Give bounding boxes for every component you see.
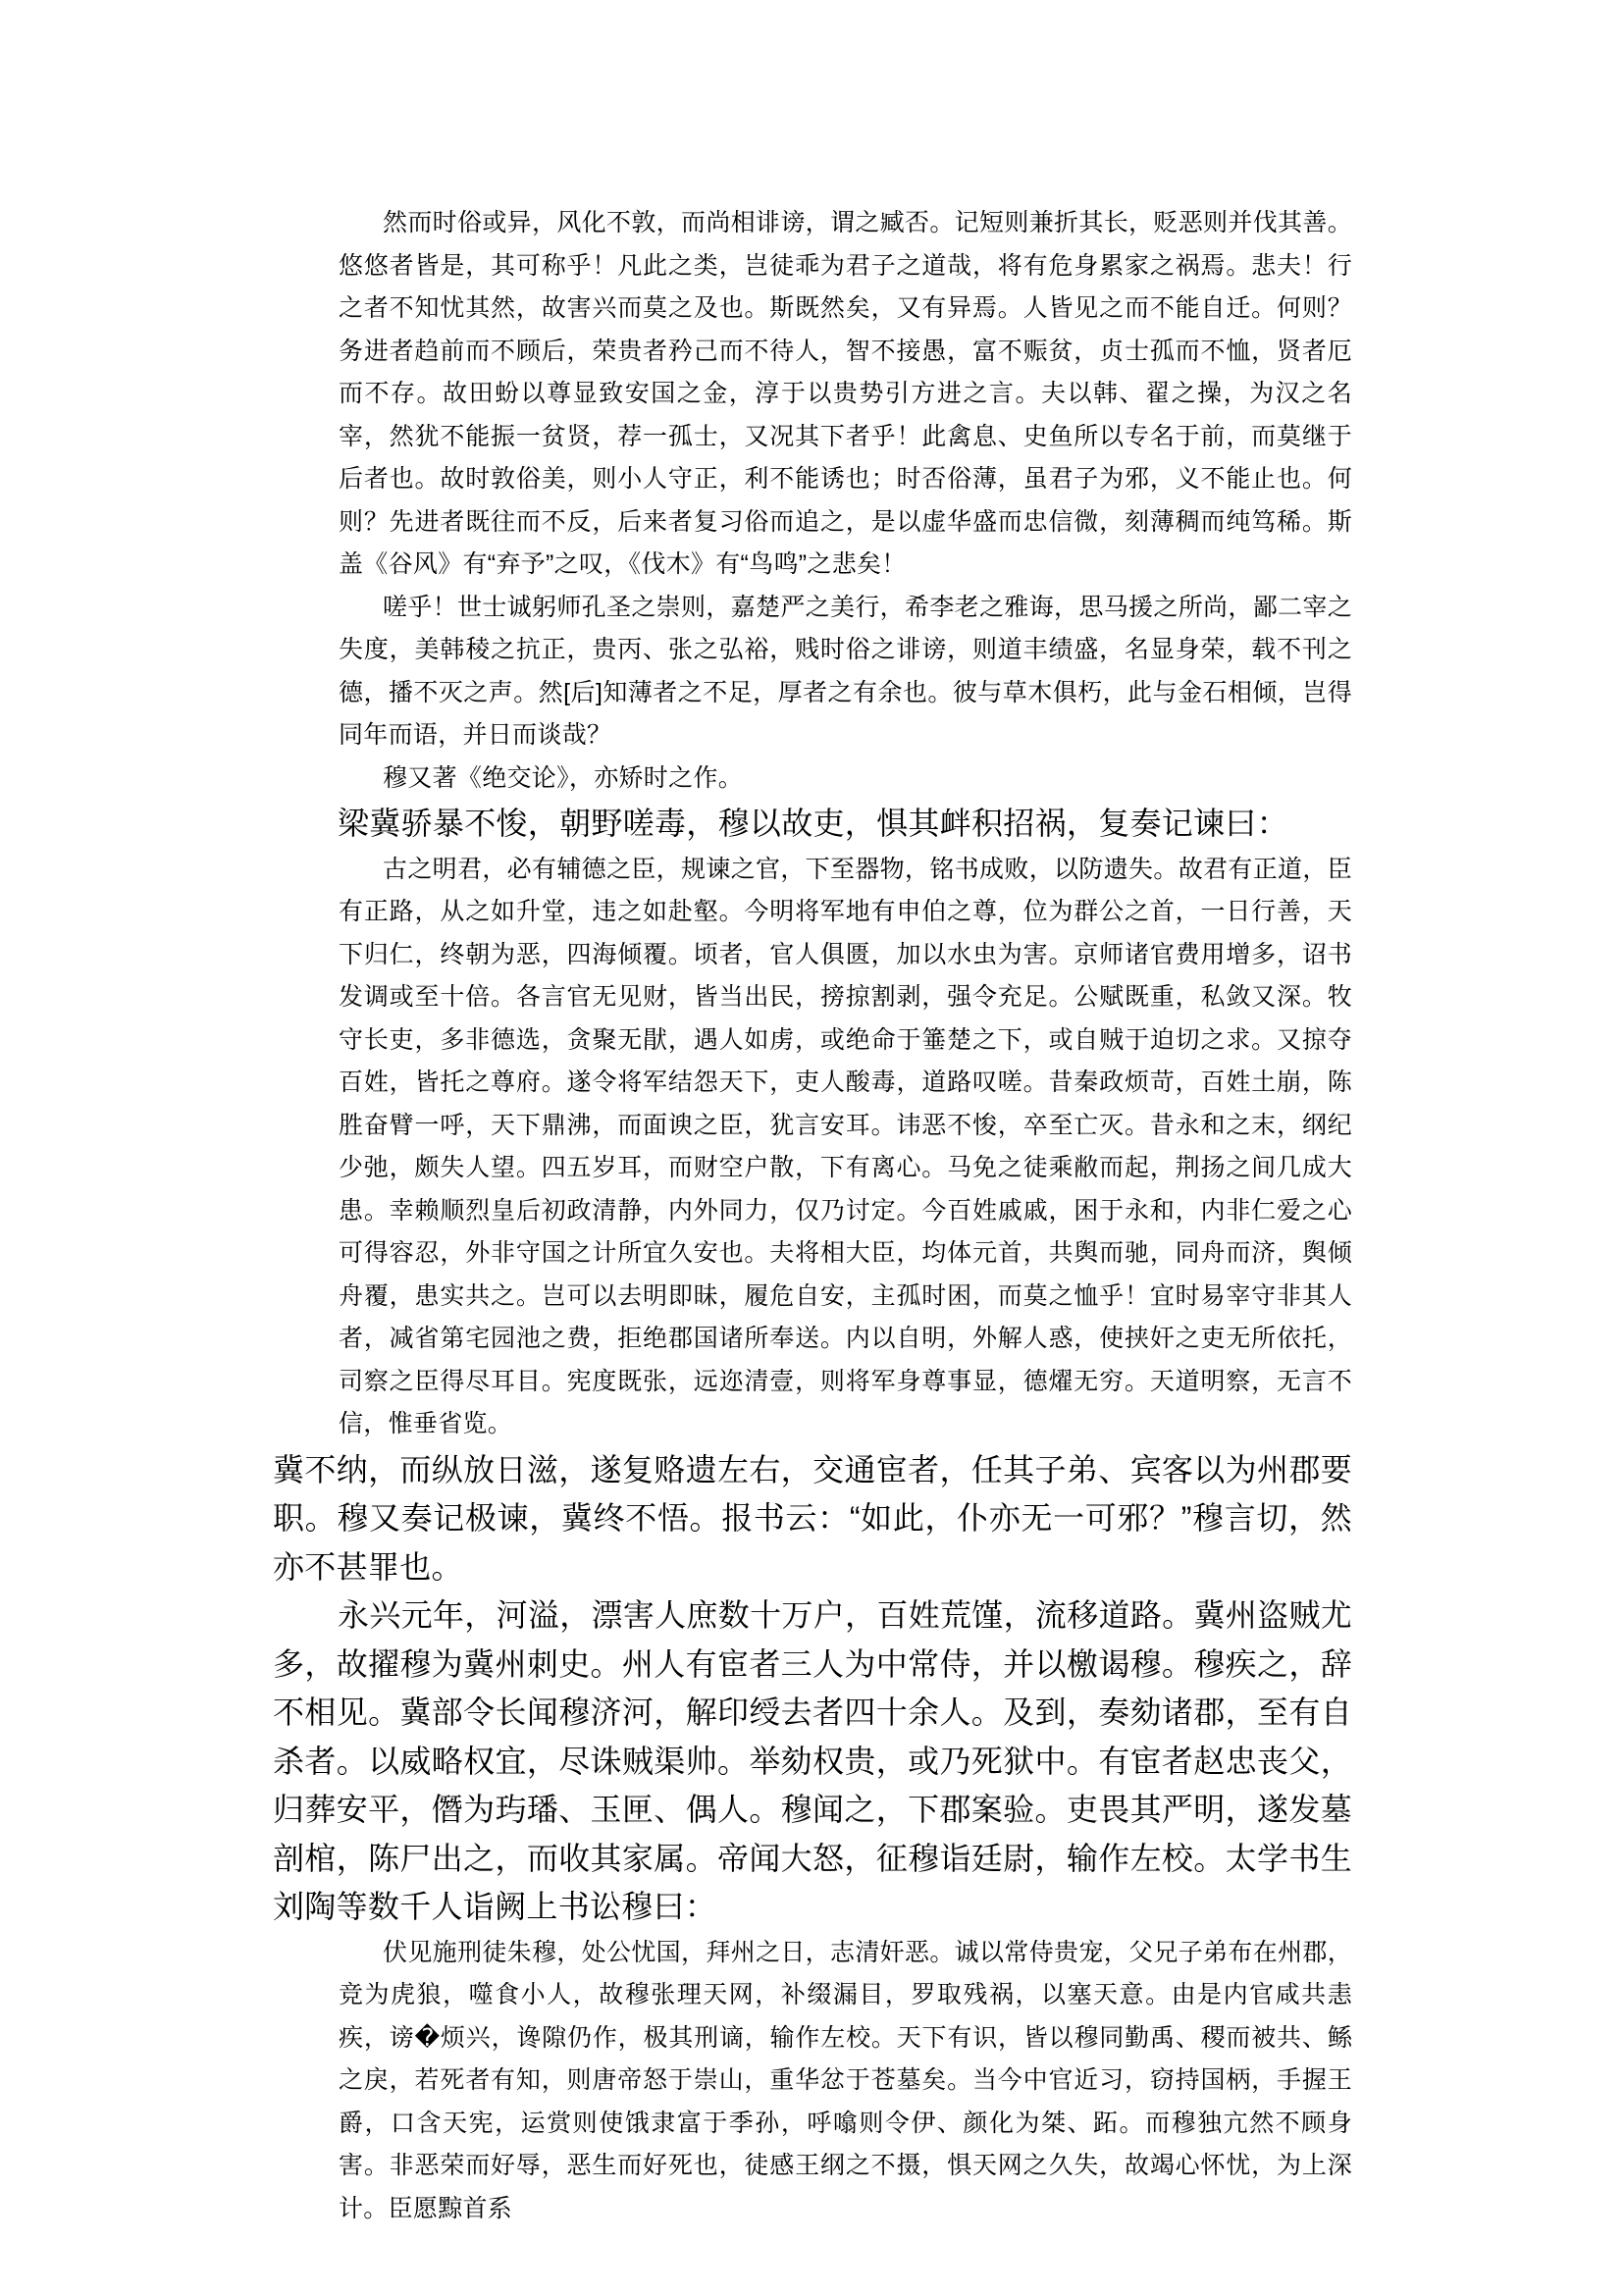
paragraph-juejiaolun-note: 穆又著《绝交论》，亦矫时之作。: [383, 763, 744, 792]
text-column: [273, 202, 1352, 2230]
paragraph-liutao-petition: 伏见施刑徒朱穆，处公忧国，拜州之日，志清奸恶。诚以常侍贵宠，父兄子弟布在州郡，竞为虎狼，噬食小人，故穆张理天网，补缀漏目，罗取残祸，以塞天意。由是内官咸共恚疾，谤�烦兴，谗隙仍作，极其刑谪，输作左校。天下有识，皆以穆同勤禹、稷而被共、鲧之戾，若死者有知，则唐帝怒于崇山，重华忿于苍墓矣。当今中官近习，窃持国柄，手握王爵，口含天宪，运赏则使饿隶富于季孙，呼噏则令伊、颜化为桀、跖。而穆独亢然不顾身害。非恶荣而好辱，恶生而好死也，徒感王纲之不摄，惧天网之久失，故竭心怀忧，为上深计。臣愿黥首系: [339, 1938, 1352, 2222]
paragraph-ji-refusal: 冀不纳，而纵放日滋，遂复赂遗左右，交通宦者，任其子弟、宾客以为州郡要职。穆又奏记极谏，冀终不悟。报书云：“如此，仆亦无一可邪？”穆言切，然亦不甚罪也。: [273, 1451, 1352, 1585]
paragraph-chonghoulun-excerpt: 然而时俗或异，风化不敦，而尚相诽谤，谓之臧否。记短则兼折其长，贬恶则并伐其善。悠悠者皆是，其可称乎！凡此之类，岂徒乖为君子之道哉，将有危身累家之祸焉。悲夫！行之者不知忧其然，故害兴而莫之及也。斯既然矣，又有异焉。人皆见之而不能自迁。何则？务进者趋前而不顾后，荣贵者矜己而不待人，智不接愚，富不赈贫，贞士孤而不恤，贤者厄而不存。故田蚡以尊显致安国之金，淳于以贵势引方进之言。夫以韩、翟之操，为汉之名宰，然犹不能振一贫贤，荐一孤士，又况其下者乎！此禽息、史鱼所以专名于前，而莫继于后者也。故时敦俗美，则小人守正，利不能诱也；时否俗薄，虽君子为邪，义不能止也。何则？先进者既往而不反，后来者复习俗而追之，是以虚华盛而忠信微，刻薄稠而纯笃稀。斯盖《谷风》有“弃予”之叹，《伐木》有“鸟鸣”之悲矣！: [339, 209, 1352, 578]
paragraph-yongxing-events: 永兴元年，河溢，漂害人庶数十万户，百姓荒馑，流移道路。冀州盗贼尤多，故擢穆为冀州刺史。州人有宦者三人为中常侍，并以檄谒穆。穆疾之，辞不相见。冀部令长闻穆济河，解印绶去者四十余人。及到，奏劾诸郡，至有自杀者。以威略权宜，尽诛贼渠帅。举劾权贵，或乃死狱中。有宦者赵忠丧父，归葬安平，僭为玙璠、玉匣、偶人。穆闻之，下郡案验。吏畏其严明，遂发墓剖棺，陈尸出之，而收其家属。帝闻大怒，征穆诣廷尉，输作左校。太学书生刘陶等数千人诣阙上书讼穆曰：: [273, 1597, 1352, 1924]
paragraph-chonghoulun-closing: 嗟乎！世士诚躬师孔圣之崇则，嘉楚严之美行，希李老之雅诲，思马援之所尚，鄙二宰之失度，美韩稜之抗正，贵丙、张之弘裕，贱时俗之诽谤，则道丰绩盛，名显身荣，载不刊之德，播不灭之声。然[后]知薄者之不足，厚者之有余也。彼与草木俱朽，此与金石相倾，岂得同年而语，并日而谈哉？: [339, 593, 1352, 749]
paragraph-zouji-admonition: 古之明君，必有辅德之臣，规谏之官，下至器物，铭书成败，以防遗失。故君有正道，臣有正路，从之如升堂，违之如赴壑。今明将军地有申伯之尊，位为群公之首，一日行善，天下归仁，终朝为恶，四海倾覆。顷者，官人俱匮，加以水虫为害。京师诸官费用增多，诏书发调或至十倍。各言官无见财，皆当出民，搒掠割剥，强令充足。公赋既重，私敛又深。牧守长吏，多非德选，贪聚无猒，遇人如虏，或绝命于箠楚之下，或自贼于迫切之求。又掠夺百姓，皆托之尊府。遂令将军结怨天下，吏人酸毒，道路叹嗟。昔秦政烦苛，百姓土崩，陈胜奋臂一呼，天下鼎沸，而面谀之臣，犹言安耳。讳恶不悛，卒至亡灭。昔永和之末，纲纪少弛，颇失人望。四五岁耳，而财空户散，下有离心。马免之徒乘敝而起，荆扬之间几成大患。幸赖顺烈皇后初政清静，内外同力，仅乃讨定。今百姓戚戚，困于永和，内非仁爱之心可得容忍，外非守国之计所宜久安也。夫将相大臣，均体元首，共舆而驰，同舟而济，舆倾舟覆，患实共之。岂可以去明即昧，履危自安，主孤时困，而莫之恤乎！宜时易宰守非其人者，减省第宅园池之费，拒绝郡国诸所奉送。内以自明，外解人惑，使挟奸之吏无所依托，司察之臣得尽耳目。宪度既张，远迩清壹，则将军身尊事显，德燿无穷。天道明察，无言不信，惟垂省览。: [339, 855, 1352, 1437]
paragraph-liangji-intro: 梁冀骄暴不悛，朝野嗟毒，穆以故吏，惧其衅积招祸，复奏记谏曰：: [338, 806, 1289, 841]
